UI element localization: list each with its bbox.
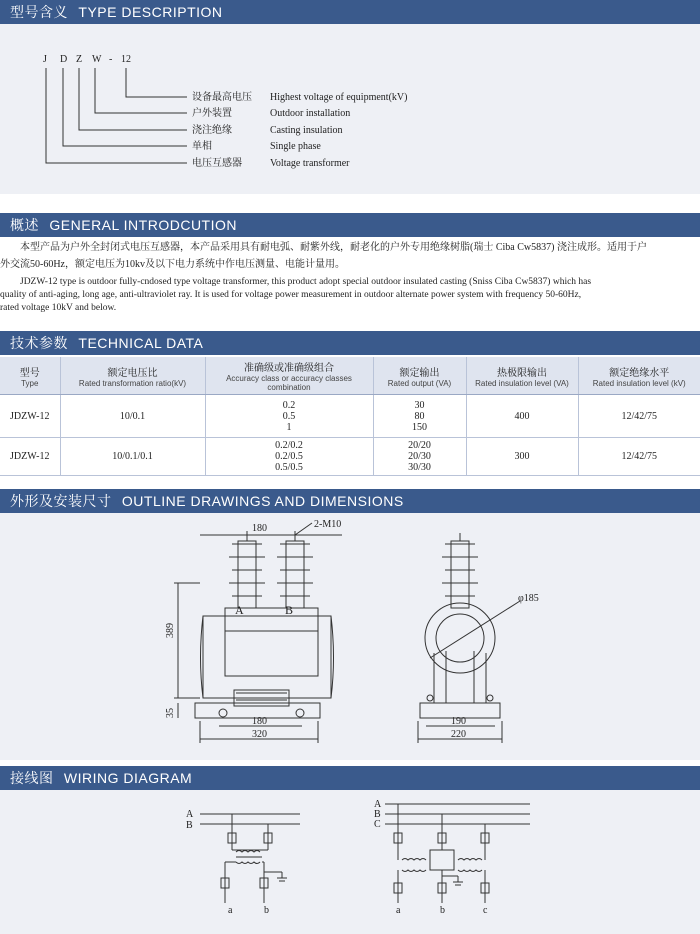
cell-type: JDZW-12 — [0, 395, 60, 438]
type-item-phase — [192, 141, 321, 153]
cell-output — [373, 438, 466, 476]
cell-insulation: 12/42/75 — [578, 438, 700, 476]
wiring-right-line-b: B — [374, 809, 381, 820]
bolt-label: 2-M10 — [314, 519, 342, 530]
cell-ratio: 10/0.1/0.1 — [60, 438, 205, 476]
dim-top-label: 180 — [252, 523, 267, 534]
section-title-cn: 概述 — [10, 217, 39, 233]
type-item-cn: 电压互感器 — [192, 158, 242, 169]
header-en: Rated output (VA) — [387, 378, 452, 388]
cell-value: 0.5 — [282, 410, 296, 422]
table-header-row — [0, 357, 700, 395]
type-item-voltage — [192, 92, 407, 104]
code-dash: - — [109, 54, 113, 65]
terminal-a-label: A — [235, 603, 244, 617]
code-letter-w: W — [92, 54, 102, 65]
type-item-cn: 户外装置 — [192, 108, 232, 119]
type-item-transformer — [192, 158, 350, 170]
type-item-en: Casting insulation — [270, 125, 343, 136]
outline-drawing-svg — [0, 513, 700, 760]
cell-output — [373, 395, 466, 438]
cell-value: 0.5/0.5 — [275, 462, 303, 473]
header-ratio — [60, 357, 205, 395]
intro-en-line1: JDZW-12 type is outdoor fully-cndosed type voltage transformer, this product adopt special outdoor insulated casting (Sniss Ciba Cw5837) which has — [20, 277, 592, 287]
code-letter-d: D — [60, 54, 68, 65]
cell-value: 1 — [286, 421, 292, 433]
type-description-panel — [0, 24, 700, 194]
header-cn: 热极限输出 — [497, 367, 547, 379]
header-cn: 额定输出 — [399, 367, 440, 379]
section-title-en: TECHNICAL DATA — [78, 335, 204, 351]
technical-data-header — [0, 331, 700, 355]
header-output — [373, 357, 466, 395]
type-item-en: Voltage transformer — [270, 158, 350, 169]
cell-thermal: 400 — [466, 395, 578, 438]
wiring-diagram-svg — [0, 790, 700, 934]
outline-drawings-panel — [0, 513, 700, 760]
wiring-right-line-c: C — [374, 819, 381, 830]
cell-value: 30 — [414, 399, 425, 411]
outline-drawings-header — [0, 489, 700, 513]
type-item-casting — [192, 125, 343, 137]
dim-width-front-label: 320 — [252, 729, 267, 740]
cell-accuracy — [205, 438, 373, 476]
type-item-cn: 单相 — [192, 141, 212, 152]
side-view-drawing — [418, 533, 520, 743]
dim-width-side-label: 220 — [451, 729, 466, 740]
header-cn: 型号 — [19, 367, 40, 379]
header-en: Rated insulation level (VA) — [475, 378, 569, 388]
section-title-en: OUTLINE DRAWINGS AND DIMENSIONS — [121, 493, 404, 509]
header-en: Accuracy class or accuracy classes combination — [226, 374, 352, 392]
cell-value: 20/30 — [408, 451, 431, 462]
header-type — [0, 357, 60, 395]
wiring-left-line-a: A — [186, 809, 194, 820]
cell-value: 0.2 — [282, 399, 296, 411]
wiring-right-out-a: a — [396, 905, 401, 916]
wiring-left-out-a: a — [228, 905, 233, 916]
header-en: Rated transformation ratio(kV) — [78, 378, 187, 388]
type-item-cn: 设备最高电压 — [192, 92, 252, 103]
section-title-cn: 技术参数 — [10, 335, 68, 351]
section-title-en: TYPE DESCRIPTION — [78, 4, 223, 20]
header-cn: 准确级或准确级组合 — [244, 363, 334, 374]
wiring-right-line-a: A — [374, 799, 382, 810]
dim-phi-label: φ185 — [518, 593, 539, 604]
section-title-en: WIRING DIAGRAM — [63, 770, 193, 786]
header-cn: 额定绝缘水平 — [609, 367, 670, 379]
dim-base-height-label: 35 — [165, 708, 176, 718]
wiring-right-out-c: c — [483, 905, 488, 916]
type-item-outdoor — [192, 108, 350, 120]
type-item-cn: 浇注绝缘 — [192, 125, 232, 136]
header-en: Type — [21, 378, 39, 388]
dim-height-label: 389 — [165, 623, 176, 638]
intro-en-line2: quality of anti-aging, long age, anti-ultraviolet ray. It is used for voltage power measurement in outdoor alternate power system with frequency 50-60Hz, — [0, 290, 582, 300]
cell-accuracy — [205, 395, 373, 438]
intro-cn-line1: 本型产品为户外全封闭式电压互感器，本产品采用具有耐电弧、耐紫外线，耐老化的户外专用绝缘树脂(瑞士 Ciba Cw5837) 浇注成形。适用于户 — [20, 242, 647, 253]
dim-mount-front-label: 180 — [252, 716, 267, 727]
header-en: Rated insulation level (kV) — [592, 378, 686, 388]
general-intro-header — [0, 213, 700, 237]
code-letter-j: J — [43, 54, 47, 65]
type-item-en: Outdoor installation — [270, 108, 351, 119]
cell-insulation: 12/42/75 — [578, 395, 700, 438]
wiring-diagram-panel — [0, 790, 700, 934]
table-row — [0, 438, 700, 476]
cell-value: 150 — [412, 421, 427, 433]
table-row — [0, 395, 700, 438]
wiring-left — [200, 814, 300, 903]
intro-en-line3: rated voltage 10kV and below. — [0, 303, 117, 313]
cell-thermal: 300 — [466, 438, 578, 476]
intro-cn-line2: 外交流50-60Hz，额定电压为10kv及以下电力系统中作电压测量、电能计量用。 — [0, 259, 345, 270]
cell-value: 0.2/0.5 — [275, 451, 303, 462]
code-letter-z: Z — [76, 54, 83, 65]
technical-data-table — [0, 357, 700, 476]
section-title-cn: 型号含义 — [10, 4, 68, 20]
header-cn: 额定电压比 — [107, 367, 158, 379]
section-title-en: GENERAL INTRODCUTION — [49, 217, 237, 233]
cell-value: 80 — [414, 410, 425, 422]
wiring-diagram-header — [0, 766, 700, 790]
wiring-left-line-b: B — [186, 820, 193, 831]
type-description-header — [0, 0, 700, 24]
cell-ratio: 10/0.1 — [60, 395, 205, 438]
cell-value: 0.2/0.2 — [275, 440, 303, 451]
code-voltage: 12 — [121, 54, 131, 65]
type-item-en: Highest voltage of equipment(kV) — [270, 92, 408, 103]
section-title-cn: 接线图 — [10, 770, 54, 786]
cell-type: JDZW-12 — [0, 438, 60, 476]
front-view-drawing — [174, 523, 342, 743]
section-title-cn: 外形及安装尺寸 — [10, 493, 112, 509]
header-thermal — [466, 357, 578, 395]
wiring-right — [385, 804, 530, 903]
header-insulation — [578, 357, 700, 395]
wiring-left-out-b: b — [264, 905, 269, 916]
cell-value: 30/30 — [408, 462, 431, 473]
type-item-en: Single phase — [270, 141, 321, 152]
header-accuracy — [205, 357, 373, 395]
terminal-b-label: B — [285, 603, 294, 617]
wiring-right-out-b: b — [440, 905, 445, 916]
cell-value: 20/20 — [408, 440, 431, 451]
dim-mount-side-label: 190 — [451, 716, 466, 727]
